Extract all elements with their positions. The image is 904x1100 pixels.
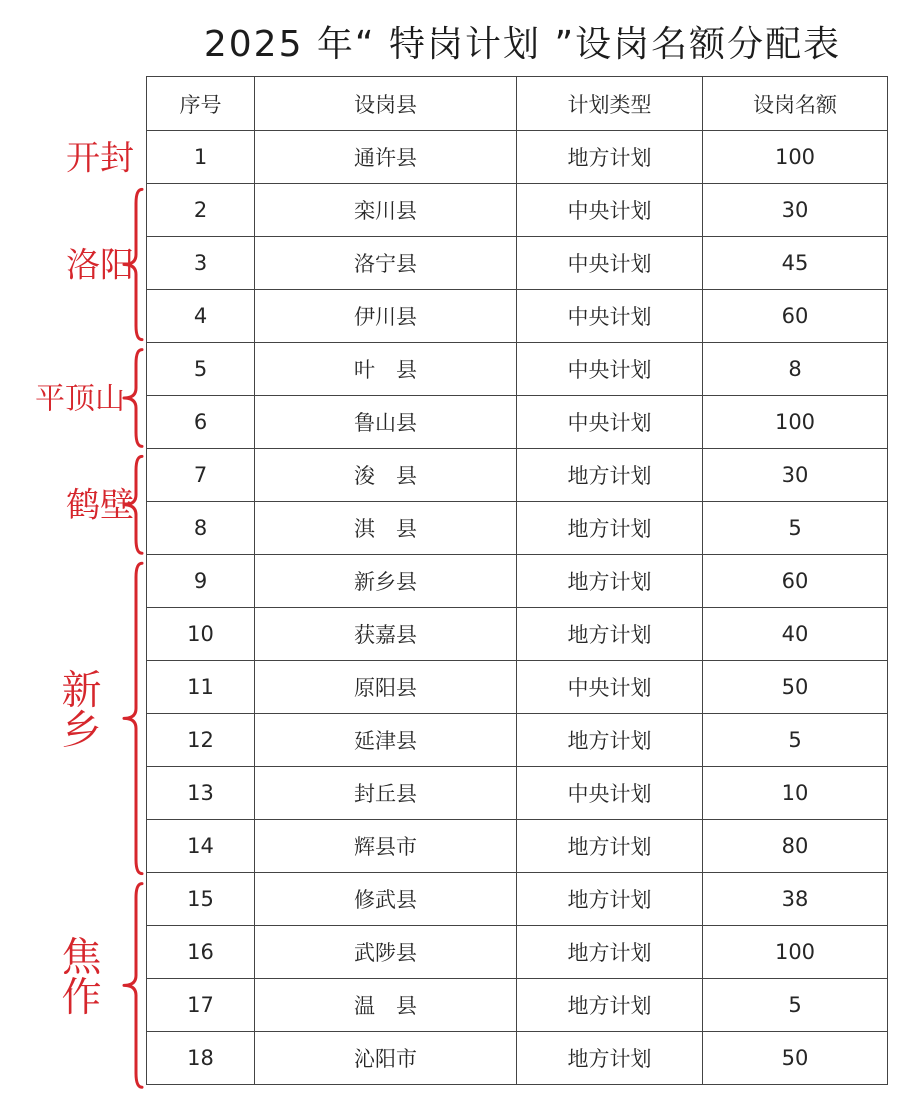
table-row (147, 873, 888, 926)
cell-plan-type: 中央计划 (517, 767, 703, 820)
cell-quota: 5 (703, 502, 888, 555)
region-label: 洛阳 (66, 245, 134, 286)
cell-plan-type: 地方计划 (517, 1032, 703, 1085)
table-row (147, 767, 888, 820)
cell-plan-type: 中央计划 (517, 290, 703, 343)
cell-quota: 5 (703, 979, 888, 1032)
table-row (147, 608, 888, 661)
cell-serial: 17 (147, 979, 255, 1032)
table-row (147, 290, 888, 343)
table-row (147, 343, 888, 396)
cell-serial: 15 (147, 873, 255, 926)
cell-serial: 13 (147, 767, 255, 820)
cell-plan-type: 中央计划 (517, 343, 703, 396)
cell-county: 武陟县 (255, 926, 517, 979)
cell-county: 洛宁县 (255, 237, 517, 290)
cell-quota: 45 (703, 237, 888, 290)
region-label: 开封 (66, 138, 134, 179)
cell-county: 浚 县 (255, 449, 517, 502)
handwritten-annotations (0, 0, 150, 1100)
cell-quota: 30 (703, 184, 888, 237)
cell-county: 鲁山县 (255, 396, 517, 449)
cell-county: 栾川县 (255, 184, 517, 237)
cell-quota: 60 (703, 290, 888, 343)
cell-serial: 12 (147, 714, 255, 767)
cell-serial: 18 (147, 1032, 255, 1085)
cell-plan-type: 中央计划 (517, 237, 703, 290)
cell-serial: 14 (147, 820, 255, 873)
bracket-mark (124, 884, 142, 1088)
bracket-mark (124, 189, 142, 339)
cell-county: 辉县市 (255, 820, 517, 873)
cell-plan-type: 中央计划 (517, 396, 703, 449)
cell-quota: 50 (703, 1032, 888, 1085)
cell-serial: 11 (147, 661, 255, 714)
cell-plan-type: 地方计划 (517, 820, 703, 873)
cell-plan-type: 地方计划 (517, 449, 703, 502)
cell-plan-type: 地方计划 (517, 502, 703, 555)
cell-serial: 16 (147, 926, 255, 979)
table-row (147, 184, 888, 237)
cell-plan-type: 地方计划 (517, 873, 703, 926)
header-row (147, 77, 888, 131)
header-county: 设岗县 (255, 77, 517, 131)
header-quota: 设岗名额 (703, 77, 888, 131)
table-row (147, 449, 888, 502)
cell-plan-type: 地方计划 (517, 714, 703, 767)
cell-county: 温 县 (255, 979, 517, 1032)
header-serial: 序号 (147, 77, 255, 131)
cell-quota: 10 (703, 767, 888, 820)
cell-county: 修武县 (255, 873, 517, 926)
cell-serial: 7 (147, 449, 255, 502)
region-label: 焦作 (55, 935, 101, 1016)
table-body (147, 131, 888, 1085)
cell-quota: 30 (703, 449, 888, 502)
cell-serial: 1 (147, 131, 255, 184)
table-row (147, 396, 888, 449)
table-row (147, 926, 888, 979)
cell-serial: 9 (147, 555, 255, 608)
cell-county: 延津县 (255, 714, 517, 767)
cell-plan-type: 地方计划 (517, 926, 703, 979)
cell-serial: 5 (147, 343, 255, 396)
bracket-mark (124, 350, 142, 447)
table-row (147, 820, 888, 873)
cell-plan-type: 地方计划 (517, 555, 703, 608)
cell-county: 新乡县 (255, 555, 517, 608)
cell-quota: 100 (703, 926, 888, 979)
region-label: 鹤壁 (66, 485, 134, 526)
cell-quota: 100 (703, 396, 888, 449)
table-row (147, 502, 888, 555)
cell-serial: 2 (147, 184, 255, 237)
cell-county: 叶 县 (255, 343, 517, 396)
region-label: 平顶山 (35, 381, 125, 417)
cell-county: 封丘县 (255, 767, 517, 820)
cell-county: 伊川县 (255, 290, 517, 343)
cell-plan-type: 地方计划 (517, 979, 703, 1032)
cell-county: 沁阳市 (255, 1032, 517, 1085)
cell-plan-type: 地方计划 (517, 131, 703, 184)
cell-quota: 8 (703, 343, 888, 396)
cell-serial: 6 (147, 396, 255, 449)
cell-quota: 50 (703, 661, 888, 714)
table-row (147, 714, 888, 767)
cell-quota: 40 (703, 608, 888, 661)
cell-quota: 60 (703, 555, 888, 608)
cell-plan-type: 中央计划 (517, 661, 703, 714)
cell-county: 原阳县 (255, 661, 517, 714)
table-row (147, 661, 888, 714)
table-row (147, 555, 888, 608)
cell-plan-type: 地方计划 (517, 608, 703, 661)
table-row (147, 237, 888, 290)
cell-plan-type: 中央计划 (517, 184, 703, 237)
table-row (147, 131, 888, 184)
header-plan-type: 计划类型 (517, 77, 703, 131)
bracket-mark (124, 563, 142, 873)
cell-serial: 8 (147, 502, 255, 555)
region-label: 新乡 (55, 668, 101, 749)
cell-quota: 80 (703, 820, 888, 873)
cell-quota: 5 (703, 714, 888, 767)
cell-county: 淇 县 (255, 502, 517, 555)
table-row (147, 1032, 888, 1085)
table-row (147, 979, 888, 1032)
bracket-mark (124, 456, 142, 553)
cell-serial: 4 (147, 290, 255, 343)
cell-county: 通许县 (255, 131, 517, 184)
cell-quota: 38 (703, 873, 888, 926)
cell-county: 获嘉县 (255, 608, 517, 661)
cell-quota: 100 (703, 131, 888, 184)
cell-serial: 3 (147, 237, 255, 290)
page-title: 2025 年“ 特岗计划 ”设岗名额分配表 (203, 24, 842, 65)
cell-serial: 10 (147, 608, 255, 661)
quota-table (146, 76, 888, 1085)
